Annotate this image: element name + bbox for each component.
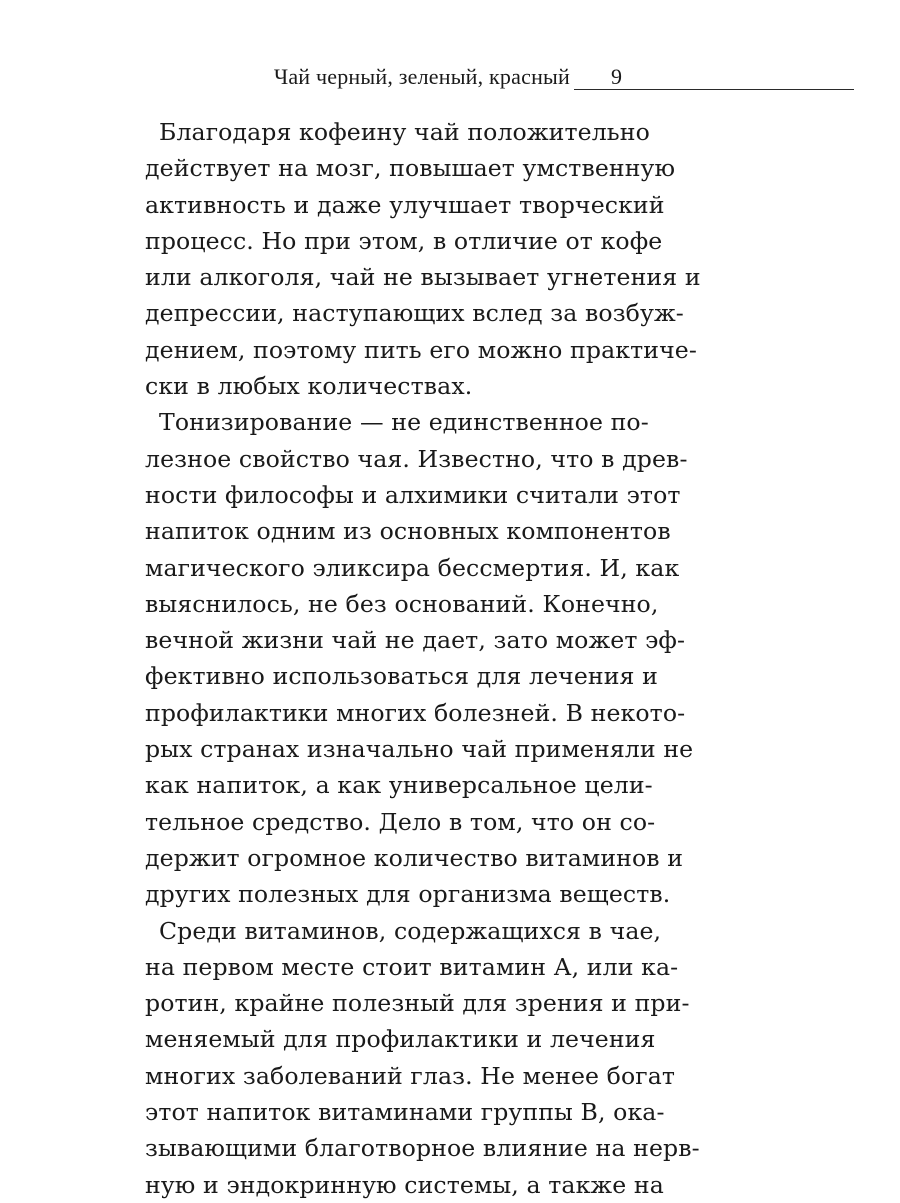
body-text — [145, 114, 701, 1203]
text-line: действует на мозг, повышает умственную — [145, 154, 676, 183]
text-line: магического эликсира бессмертия. И, как — [145, 553, 680, 582]
text-line: этот напиток витаминами группы В, ока- — [145, 1098, 665, 1127]
text-line: зывающими благотворное влияние на нерв- — [145, 1134, 700, 1163]
text-line: дением, поэтому пить его можно практиче- — [145, 335, 697, 364]
text-line: активность и даже улучшает творческий — [145, 190, 665, 219]
text-line: фективно использоваться для лечения и — [145, 662, 658, 691]
text-line: процесс. Но при этом, в отличие от кофе — [145, 226, 663, 255]
text-line: депрессии, наступающих вслед за возбуж- — [145, 299, 684, 328]
running-title: Чай черный, зеленый, красный — [273, 64, 570, 89]
text-line: рых странах изначально чай применяли не — [145, 735, 694, 764]
text-line: тельное средство. Дело в том, что он со- — [145, 807, 656, 836]
text-line: или алкоголя, чай не вызывает угнетения и — [145, 263, 701, 292]
text-line: других полезных для организма веществ. — [145, 880, 671, 909]
text-line: вечной жизни чай не дает, зато может эф- — [145, 626, 686, 655]
text-line: как напиток, а как универсальное цели- — [145, 771, 653, 800]
text-line: на первом месте стоит витамин А, или ка- — [145, 952, 679, 981]
paragraph-1 — [145, 114, 701, 404]
paragraph-2 — [145, 404, 694, 912]
text-line: Среди витаминов, содержащихся в чае, — [159, 916, 662, 945]
text-line: ности философы и алхимики считали этот — [145, 480, 681, 509]
text-line: напиток одним из основных компонентов — [145, 517, 671, 546]
text-line: выяснилось, не без оснований. Конечно, — [145, 589, 659, 618]
text-line: лезное свойство чая. Известно, что в древ- — [145, 444, 688, 473]
text-line: меняемый для профилактики и лечения — [145, 1025, 656, 1054]
text-line: ротин, крайне полезный для зрения и при- — [145, 989, 690, 1018]
page-header — [0, 58, 900, 94]
text-line: держит огромное количество витаминов и — [145, 843, 684, 872]
text-line: ски в любых количествах. — [145, 372, 473, 401]
text-line: Тонизирование — не единственное по- — [159, 408, 649, 437]
paragraph-3 — [145, 913, 700, 1203]
text-line: Благодаря кофеину чай положительно — [159, 118, 650, 146]
text-line: многих заболеваний глаз. Не менее богат — [145, 1061, 676, 1090]
page-number: 9 — [611, 64, 622, 89]
text-line: профилактики многих болезней. В некото- — [145, 698, 686, 727]
text-line: ную и эндокринную системы, а также на — [145, 1170, 664, 1199]
